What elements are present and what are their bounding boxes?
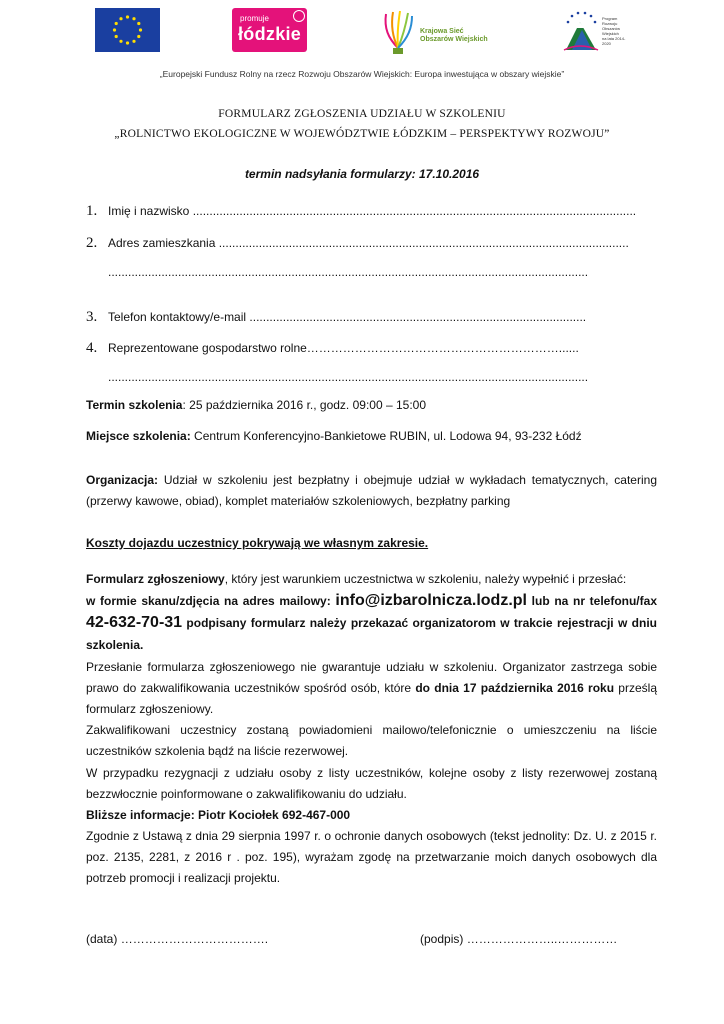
- field-dots: ...........................................................................................................................: [215, 236, 629, 250]
- field-dots: ………………………………………………………......: [306, 341, 579, 355]
- organization-paragraph: [86, 470, 657, 512]
- prow-line5: na lata 2014-2020: [602, 36, 626, 46]
- field-number: 2.: [86, 235, 98, 251]
- field-farm[interactable]: [86, 340, 579, 357]
- notice-notification: Zakwalifikowani uczestnicy zostaną powiadomieni mailowo/telefonicznie o umieszczeniu na liście uczestników szkolenia bądź na liście rezerwowej.: [86, 723, 657, 758]
- notice-resignation: W przypadku rezygnacji z udziału osoby z listy uczestników, kolejne osoby z listy rezerwowej zostaną bezzwłocznie poinformowane o zakwalifikowaniu do udziału.: [86, 766, 657, 801]
- travel-costs-notice: Koszty dojazdu uczestnicy pokrywają we własnym zakresie.: [86, 536, 429, 550]
- notice1-text1: Przesłanie formularza zgłoszeniowego nie gwarantuje udziału w szkoleniu. Organizator zastrzega sobie prawo do zakwalifikowania uczestników spośród osób, które: [86, 660, 657, 695]
- organization-label: Organizacja:: [86, 473, 159, 487]
- submission-text2: w formie skanu/zdjęcia na adres mailowy:: [86, 594, 336, 608]
- eu-flag-logo: [95, 8, 160, 52]
- ksow-text: [420, 28, 488, 44]
- lodzkie-small-text: promuje: [240, 14, 269, 23]
- submission-deadline: termin nadsyłania formularzy: 17.10.2016: [244, 167, 480, 181]
- signature-field[interactable]: [420, 932, 617, 946]
- lodzkie-badge-icon: [293, 10, 305, 22]
- ksow-logo: [378, 8, 508, 58]
- prow-emblem-icon: [560, 8, 602, 56]
- submission-label: Formularz zgłoszeniowy: [86, 572, 225, 586]
- submission-fax: 42-632-70-31: [86, 614, 183, 631]
- notice1-bold: do dnia 17 października 2016 roku: [415, 681, 615, 695]
- field-dots: .....................................................................................................................................: [189, 204, 637, 218]
- field-label: Adres zamieszkania: [108, 236, 216, 250]
- field-dots: .....................................................................................................: [246, 310, 587, 324]
- promuje-lodzkie-logo: [232, 8, 307, 52]
- notice-qualification: [86, 657, 657, 720]
- organization-text: Udział w szkoleniu jest bezpłatny i obejmuje udział w wykładach tematycznych, catering (przerwy kawowe, obiad), komplet materiałów szkoleniowych, bezpłatny parking: [86, 473, 657, 508]
- ksow-line2: Obszarów Wiejskich: [420, 36, 488, 43]
- date-label: (data): [86, 932, 118, 946]
- prow-line1: Program: [602, 16, 618, 21]
- field-label: Reprezentowane gospodarstwo rolne: [108, 341, 307, 355]
- eafrd-tagline: „Europejski Fundusz Rolny na rzecz Rozwoju Obszarów Wiejskich: Europa inwestująca w obszary wiejskie”: [159, 69, 565, 79]
- place-label: Miejsce szkolenia:: [86, 429, 191, 443]
- contact-info: Bliższe informacje: Piotr Kociołek 692-467-000: [86, 808, 351, 822]
- form-title: FORMULARZ ZGŁOSZENIA UDZIAŁU W SZKOLENIU: [218, 108, 506, 120]
- field-phone-email[interactable]: [86, 309, 586, 326]
- field-farm-line2[interactable]: [108, 370, 588, 384]
- field-name[interactable]: [86, 203, 636, 220]
- ksow-emblem-icon: [378, 8, 418, 56]
- lodzkie-big-text: łódzkie: [238, 24, 302, 44]
- term-value: : 25 października 2016 r., godz. 09:00 – 15:00: [182, 398, 426, 412]
- prow-line4: Wiejskich: [602, 31, 619, 36]
- date-dots: ……………………………….: [117, 932, 269, 946]
- field-address-line2[interactable]: [108, 265, 588, 279]
- date-field[interactable]: [86, 932, 268, 946]
- prow-text: [602, 16, 630, 46]
- submission-text1: , który jest warunkiem uczestnictwa w szkoleniu, należy wypełnić i przesłać:: [224, 572, 627, 586]
- ksow-line1: Krajowa Sieć: [420, 28, 464, 35]
- logo-bar: [0, 8, 724, 62]
- field-number: 4.: [86, 340, 98, 356]
- field-dots: ................................................................................................................................................: [108, 265, 589, 279]
- term-label: Termin szkolenia: [86, 398, 183, 412]
- field-dots: ................................................................................................................................................: [108, 370, 589, 384]
- training-title: „ROLNICTWO EKOLOGICZNE W WOJEWÓDZTWIE ŁÓDZKIM – PERSPEKTYWY ROZWOJU”: [114, 128, 610, 140]
- training-term: [86, 395, 657, 416]
- submission-text3: lub na nr telefonu/fax: [527, 594, 657, 608]
- data-consent: Zgodnie z Ustawą z dnia 29 sierpnia 1997 r. o ochronie danych osobowych (tekst jednolity: Dz. U. z 2015 r. poz. 2135, 2281, z 2016 r . poz. 195), wyrażam zgodę na przetwarzanie moich danych osobowych dla potrzeb promocji i realizacji projektu.: [86, 829, 657, 885]
- submission-paragraph: [86, 568, 657, 656]
- submission-email[interactable]: info@izbarolnicza.lodz.pl: [335, 592, 527, 609]
- prow-line3: Obszarów: [602, 26, 621, 31]
- field-number: 3.: [86, 309, 98, 325]
- field-label: Imię i nazwisko: [108, 204, 190, 218]
- field-address[interactable]: [86, 235, 629, 252]
- submission-text4: podpisany formularz należy przekazać organizatorom w trakcie rejestracji w dniu szkolenia.: [86, 616, 657, 652]
- field-number: 1.: [86, 203, 98, 219]
- notice1-text2: prześlą formularz zgłoszeniowy.: [86, 681, 657, 716]
- training-place: [86, 426, 657, 447]
- prow-logo: [560, 8, 630, 58]
- place-value: Centrum Konferencyjno-Bankietowe RUBIN, ul. Lodowa 94, 93-232 Łódź: [190, 429, 582, 443]
- signature-label: (podpis): [420, 932, 464, 946]
- field-label: Telefon kontaktowy/e-mail: [108, 310, 247, 324]
- signature-dots: …………………..……………: [463, 932, 618, 946]
- prow-line2: Rozwoju: [602, 21, 618, 26]
